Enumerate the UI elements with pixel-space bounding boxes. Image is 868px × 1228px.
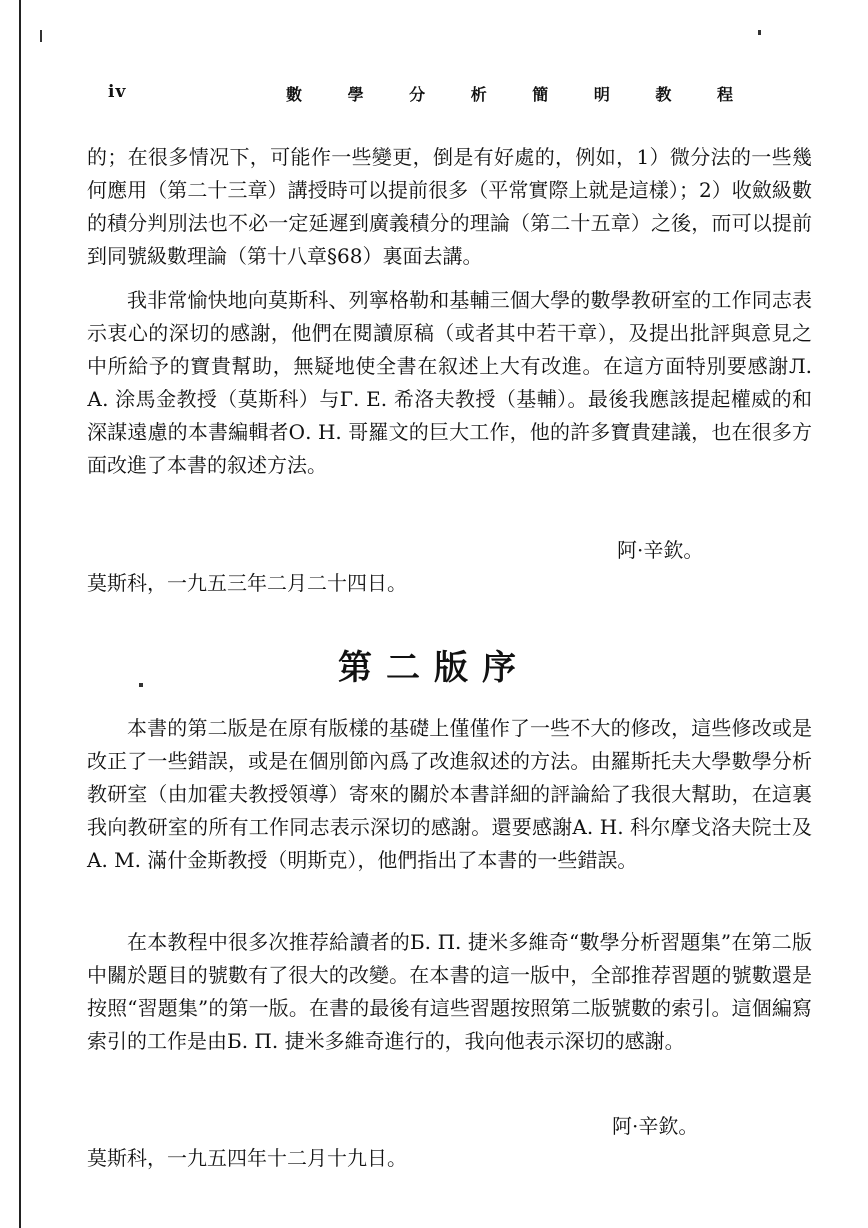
acknowledgement-paragraph: 我非常愉快地向莫斯科、列寧格勒和基輔三個大學的數學教研室的工作同志表示衷心的深切的感謝，他們在閱讀原稿（或者其中若干章），及提出批評與意見之中所給予的寶貴幫助，無疑地使全書在叙述上大有改進。在這方面特別要感謝Л. А. 涂馬金教授（莫斯科）与Г. Е. 希洛夫教授（基輔）。最後我應該提起權威的和深謀遠慮的本書編輯者О. Н. 哥羅文的巨大工作，他的許多寶貴建議，也在很多方面改進了本書的叙述方法。: [87, 288, 812, 477]
second-preface-signature: 阿·辛欽。: [612, 1114, 699, 1138]
second-preface-body: [87, 712, 812, 877]
first-preface-signature: 阿·辛欽。: [617, 538, 704, 562]
scan-speck: [758, 30, 761, 35]
second-preface-body-2: [87, 926, 812, 1058]
first-preface-continuation: [87, 141, 812, 273]
first-preface-acknowledgement: [87, 284, 812, 482]
second-edition-heading: 第二版序: [338, 648, 530, 688]
page-number: iv: [108, 82, 127, 102]
running-head: [108, 82, 808, 110]
second-preface-paragraph-2: 在本教程中很多次推荐給讀者的Б. П. 捷米多維奇“數學分析習題集”在第二版中關於題目的號數有了很大的改變。在本書的這一版中，全部推荐習題的號數還是按照“習題集”的第一版。在書的最後有這些習題按照第二版號數的索引。這個編寫索引的工作是由Б. П. 捷米多維奇進行的，我向他表示深切的感謝。: [87, 930, 812, 1053]
continuation-paragraph: 的；在很多情况下，可能作一些變更，倒是有好處的，例如，1）微分法的一些幾何應用（第二十三章）講授時可以提前很多（平常實際上就是這樣）；2）收斂級數的積分判別法也不必一定延遲到廣義積分的理論（第二十五章）之後，而可以提前到同號級數理論（第十八章§68）裏面去講。: [87, 145, 812, 268]
first-preface-date: 莫斯科，一九五三年二月二十四日。: [87, 571, 407, 595]
second-preface-date: 莫斯科，一九五四年十二月十九日。: [87, 1146, 407, 1170]
second-preface-paragraph-1: 本書的第二版是在原有版樣的基礎上僅僅作了一些不大的修改，這些修改或是改正了一些錯誤，或是在個別節內爲了改進叙述的方法。由羅斯托夫大學數學分析教研室（由加霍夫教授領導）寄來的關於本書詳細的評論給了我很大幫助，在這裏我向教研室的所有工作同志表示深切的感謝。還要感謝A. H. 科尔摩戈洛夫院士及A. M. 滿什金斯教授（明斯克），他們指出了本書的一些錯誤。: [87, 716, 812, 872]
scan-speck: [40, 30, 42, 42]
page-binding-line: [19, 0, 21, 1228]
running-title: 數 學 分 析 簡 明 教 程: [286, 85, 753, 104]
